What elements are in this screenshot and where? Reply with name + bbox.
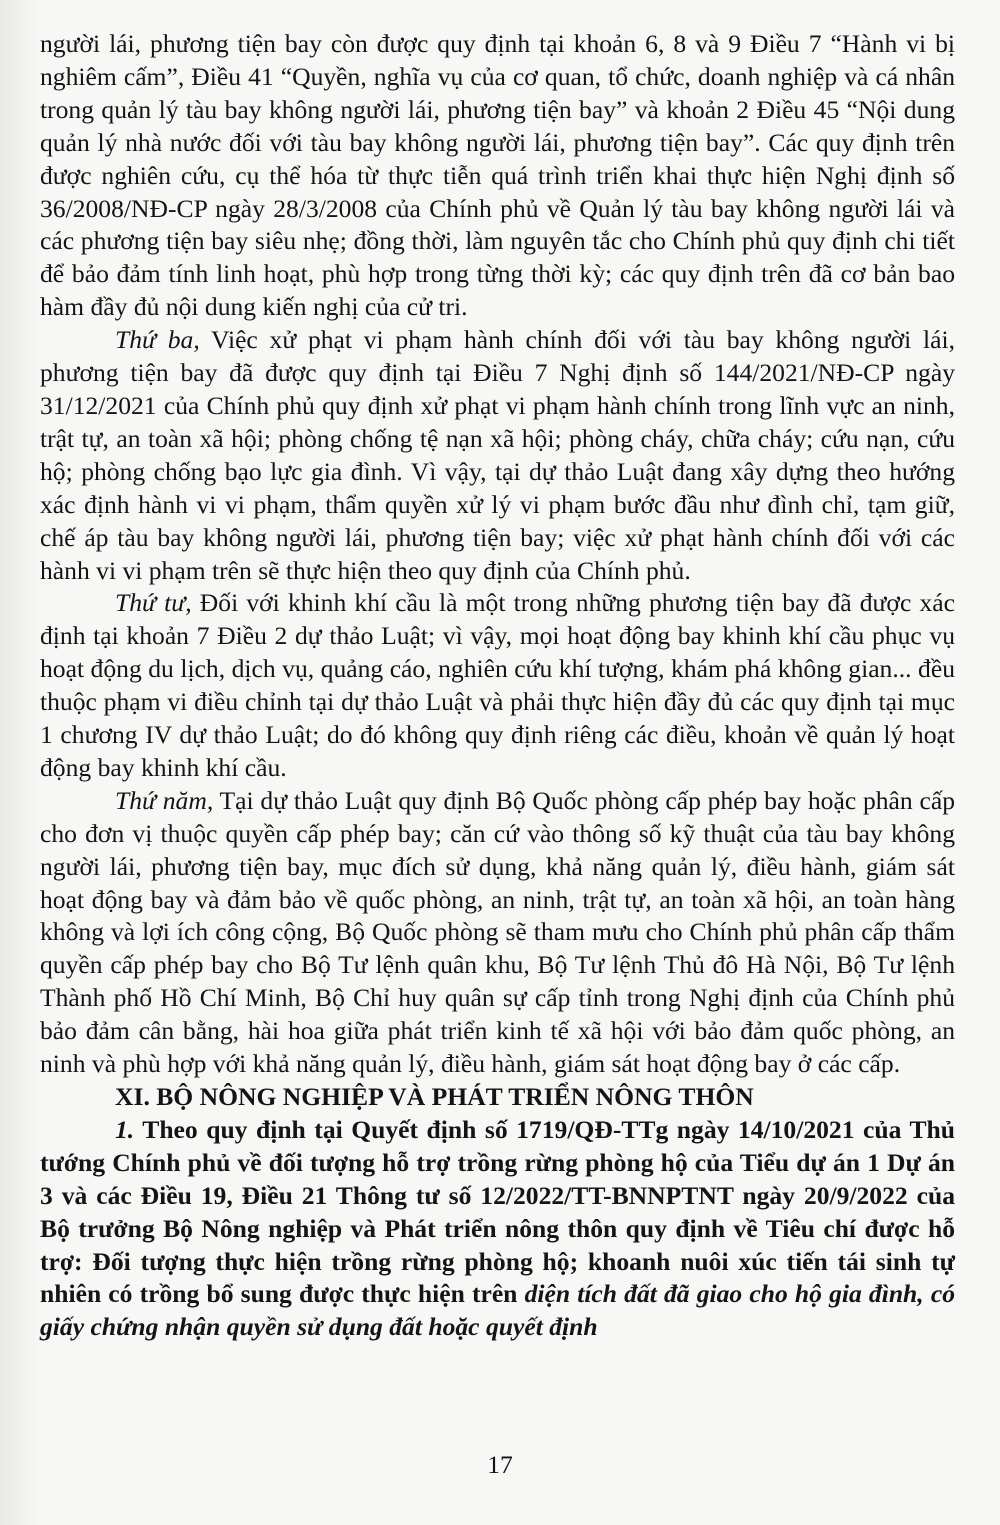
item-italic-text: diện tích đất đã giao cho hộ gia đình, có giấy chứng nhận quyền sử dụng đất hoặc quyết định — [40, 1279, 955, 1342]
paragraph-continuation — [40, 28, 955, 324]
item-1-paragraph — [40, 1114, 955, 1344]
paragraph-thu-tu — [40, 587, 955, 784]
paragraph-text: Đối với khinh khí cầu là một trong những phương tiện bay đã được xác định tại khoản 7 Điều 2 dự thảo Luật; vì vậy, mọi hoạt động bay khinh khí cầu phục vụ hoạt động du lịch, dịch vụ, quảng cáo, nghiên cứu khí tượng, khám phá không gian... đều thuộc phạm vi điều chỉnh tại dự thảo Luật và phải thực hiện đầy đủ các quy định tại mục 1 chương IV dự thảo Luật; do đó không quy định riêng các điều, khoản về quản lý hoạt động bay khinh khí cầu. — [40, 588, 955, 782]
paragraph-lead: Thứ tư, — [115, 588, 192, 618]
item-text: Theo quy định tại Quyết định số 1719/QĐ-TTg ngày 14/10/2021 của Thủ tướng Chính phủ về đối tượng hỗ trợ trồng rừng phòng hộ của Tiểu dự án 1 Dự án 3 và các Điều 19, Điều 21 Thông tư số 12/2022/TT-BNNPTNT ngày 20/9/2022 của Bộ trưởng Bộ Nông nghiệp và Phát triển nông thôn quy định về Tiêu chí được hỗ trợ: Đối tượng thực hiện trồng rừng phòng hộ; khoanh nuôi xúc tiến tái sinh tự nhiên có trồng bổ sung được thực hiện trên — [40, 1114, 955, 1309]
paragraph-thu-nam — [40, 785, 955, 1081]
paragraph-text: Tại dự thảo Luật quy định Bộ Quốc phòng cấp phép bay hoặc phân cấp cho đơn vị thuộc quyền cấp phép bay; căn cứ vào thông số kỹ thuật của tàu bay không người lái, phương tiện bay, mục đích sử dụng, khả năng quản lý, điều hành, giám sát hoạt động bay và đảm bảo về quốc phòng, an ninh, trật tự, an toàn xã hội, an toàn hàng không và lợi ích công cộng, Bộ Quốc phòng sẽ tham mưu cho Chính phủ phân cấp thẩm quyền cấp phép bay cho Bộ Tư lệnh quân khu, Bộ Tư lệnh Thủ đô Hà Nội, Bộ Tư lệnh Thành phố Hồ Chí Minh, Bộ Chỉ huy quân sự cấp tỉnh trong Nghị định của Chính phủ bảo đảm cân bằng, hài hoa giữa phát triển kinh tế xã hội với bảo đảm quốc phòng, an ninh và phù hợp với khả năng quản lý, điều hành, giám sát hoạt động bay ở các cấp. — [40, 785, 955, 1079]
paragraph-text: Việc xử phạt vi phạm hành chính đối với tàu bay không người lái, phương tiện bay đã được quy định tại Điều 7 Nghị định số 144/2021/NĐ-CP ngày 31/12/2021 của Chính phủ quy định xử phạt vi phạm hành chính trong lĩnh vực an ninh, trật tự, an toàn xã hội; phòng chống tệ nạn xã hội; phòng cháy, chữa cháy; cứu nạn, cứu hộ; phòng chống bạo lực gia đình. Vì vậy, tại dự thảo Luật đang xây dựng theo hướng xác định hành vi vi phạm, thẩm quyền xử lý vi phạm bước đầu như đình chỉ, tạm giữ, chế áp tàu bay không người lái, phương tiện bay; việc xử phạt hành chính đối với các hành vi vi phạm trên sẽ thực hiện theo quy định của Chính phủ. — [40, 325, 955, 585]
section-heading: XI. BỘ NÔNG NGHIỆP VÀ PHÁT TRIỂN NÔNG THÔN — [115, 1082, 754, 1111]
paragraph-thu-ba — [40, 324, 955, 587]
item-number: 1. — [115, 1114, 135, 1144]
page-number: 17 — [487, 1450, 513, 1479]
paragraph-lead: Thứ ba, — [115, 325, 200, 355]
paragraph-lead: Thứ năm, — [115, 785, 214, 815]
page-body — [40, 28, 955, 1344]
scan-shadow — [0, 0, 40, 1525]
paragraph-text: người lái, phương tiện bay còn được quy định tại khoản 6, 8 và 9 Điều 7 “Hành vi bị nghiêm cấm”, Điều 41 “Quyền, nghĩa vụ của cơ quan, tổ chức, doanh nghiệp và cá nhân trong quản lý tàu bay không người lái, phương tiện bay” và khoản 2 Điều 45 “Nội dung quản lý nhà nước đối với tàu bay không người lái, phương tiện bay”. Các quy định trên được nghiên cứu, cụ thể hóa từ thực tiễn quá trình triển khai thực hiện Nghị định số 36/2008/NĐ-CP ngày 28/3/2008 của Chính phủ về Quản lý tàu bay không người lái và các phương tiện bay siêu nhẹ; đồng thời, làm nguyên tắc cho Chính phủ quy định chi tiết để bảo đảm tính linh hoạt, phù hợp trong từng thời kỳ; các quy định trên đã cơ bản bao hàm đầy đủ nội dung kiến nghị của cử tri. — [40, 29, 955, 322]
